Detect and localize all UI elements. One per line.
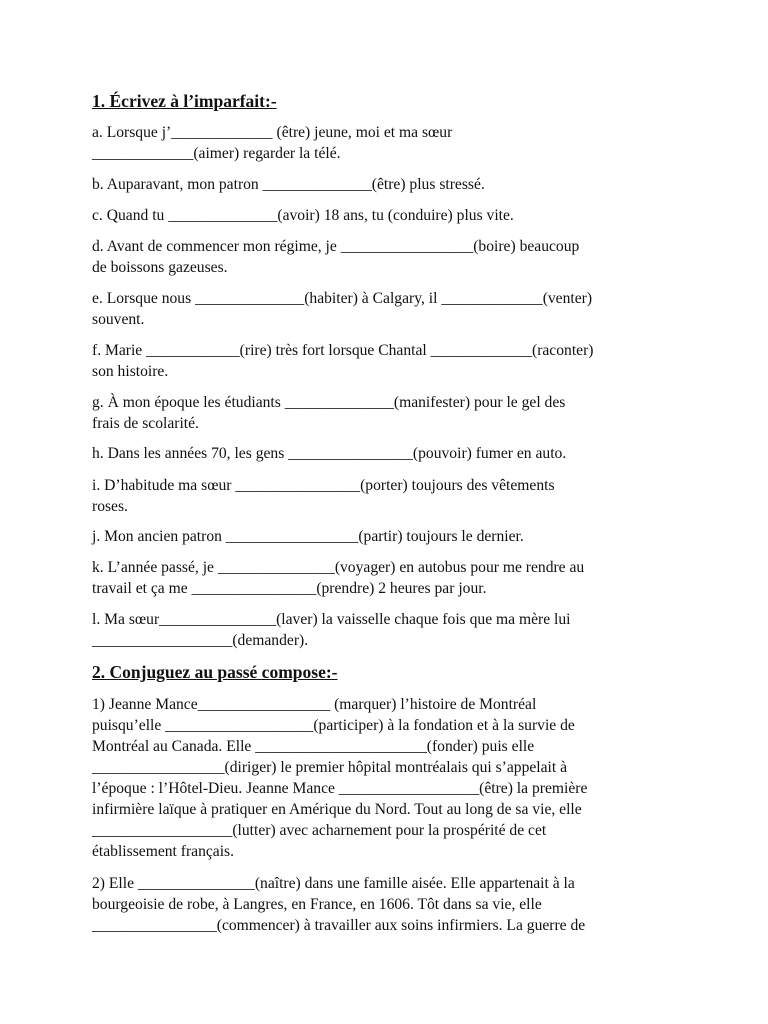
exercise-line: frais de scolarité. bbox=[92, 415, 199, 432]
passage-line: __________________(lutter) avec acharnement pour la prospérité de cet bbox=[92, 822, 547, 839]
exercise-line: son histoire. bbox=[92, 363, 169, 380]
exercise-l bbox=[92, 609, 682, 651]
exercise-j bbox=[92, 526, 682, 547]
exercise-f bbox=[92, 340, 682, 382]
passage-line: Montréal au Canada. Elle ______________________(fonder) puis elle bbox=[92, 738, 535, 755]
exercise-h bbox=[92, 443, 682, 464]
exercise-line: c. Quand tu ______________(avoir) 18 ans, tu (conduire) plus vite. bbox=[92, 207, 514, 224]
exercise-line: h. Dans les années 70, les gens ________________(pouvoir) fumer en auto. bbox=[92, 445, 567, 462]
exercise-line: f. Marie ____________(rire) très fort lorsque Chantal _____________(raconter) bbox=[92, 342, 594, 359]
exercise-line: g. À mon époque les étudiants ______________(manifester) pour le gel des bbox=[92, 394, 566, 411]
exercise-line: l. Ma sœur_______________(laver) la vaisselle chaque fois que ma mère lui bbox=[92, 611, 571, 628]
exercise-d bbox=[92, 236, 682, 278]
exercise-line: souvent. bbox=[92, 311, 145, 328]
exercise-line: j. Mon ancien patron _________________(partir) toujours le dernier. bbox=[92, 528, 524, 545]
exercise-line: roses. bbox=[92, 498, 128, 515]
passage-2 bbox=[92, 873, 682, 936]
exercise-a bbox=[92, 122, 682, 164]
passage-line: infirmière laïque à pratiquer en Amérique du Nord. Tout au long de sa vie, elle bbox=[92, 801, 582, 818]
passage-line: établissement français. bbox=[92, 843, 235, 860]
exercise-line: d. Avant de commencer mon régime, je _________________(boire) beaucoup bbox=[92, 238, 580, 255]
section-1-heading: 1. Écrivez à l’imparfait:- bbox=[92, 91, 277, 111]
passage-line: puisqu’elle ___________________(participer) à la fondation et à la survie de bbox=[92, 717, 575, 734]
exercise-b bbox=[92, 174, 682, 195]
exercise-e bbox=[92, 288, 682, 330]
passage-line: _________________(diriger) le premier hôpital montréalais qui s’appelait à bbox=[92, 759, 568, 776]
exercise-line: a. Lorsque j’_____________ (être) jeune, moi et ma sœur bbox=[92, 124, 453, 141]
exercise-k bbox=[92, 557, 682, 599]
passage-line: bourgeoisie de robe, à Langres, en France, en 1606. Tôt dans sa vie, elle bbox=[92, 896, 542, 913]
passage-line: ________________(commencer) à travailler aux soins infirmiers. La guerre de bbox=[92, 917, 586, 934]
exercise-i bbox=[92, 475, 682, 517]
exercise-g bbox=[92, 392, 682, 434]
passage-line: 1) Jeanne Mance_________________ (marquer) l’histoire de Montréal bbox=[92, 696, 537, 713]
passage-line: l’époque : l’Hôtel-Dieu. Jeanne Mance __________________(être) la première bbox=[92, 780, 588, 797]
exercise-c bbox=[92, 205, 682, 226]
passage-1 bbox=[92, 694, 682, 862]
exercise-line: _____________(aimer) regarder la télé. bbox=[92, 145, 341, 162]
exercise-line: __________________(demander). bbox=[92, 632, 309, 649]
exercise-line: i. D’habitude ma sœur ________________(porter) toujours des vêtements bbox=[92, 477, 555, 494]
exercise-line: travail et ça me ________________(prendre) 2 heures par jour. bbox=[92, 580, 487, 597]
passage-line: 2) Elle _______________(naître) dans une famille aisée. Elle appartenait à la bbox=[92, 875, 575, 892]
exercise-line: b. Auparavant, mon patron ______________(être) plus stressé. bbox=[92, 176, 485, 193]
exercise-line: e. Lorsque nous ______________(habiter) à Calgary, il _____________(venter) bbox=[92, 290, 593, 307]
exercise-line: k. L’année passé, je _______________(voyager) en autobus pour me rendre au bbox=[92, 559, 585, 576]
section-2-heading: 2. Conjuguez au passé compose:- bbox=[92, 662, 338, 682]
exercise-line: de boissons gazeuses. bbox=[92, 259, 228, 276]
